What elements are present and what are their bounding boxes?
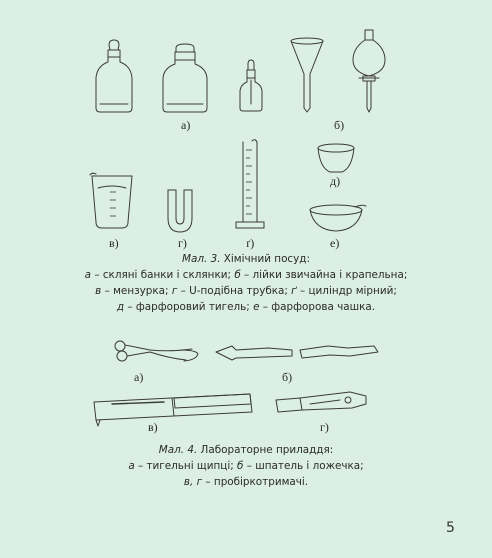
fig4-caption <box>40 442 452 490</box>
fig3-caption <box>40 251 452 315</box>
beaker-icon <box>90 173 132 228</box>
test-tube-holder-clamp-icon <box>276 392 366 412</box>
fig4-label-v: в) <box>148 420 158 434</box>
fig3-caption-line3: д – фарфоровий тигель; е – фарфорова чашка. <box>116 301 376 313</box>
fig3-label-v: в) <box>109 236 119 250</box>
fig3-label-g: г) <box>178 236 187 250</box>
dropper-bottle-icon <box>240 60 262 111</box>
tongs-icon <box>115 341 198 361</box>
fig3-label-gg: ґ) <box>246 236 255 250</box>
fig4-caption-title: Мал. 4. Лабораторне приладдя: <box>158 444 334 456</box>
porcelain-dish-icon <box>310 205 366 231</box>
page-number: 5 <box>446 520 455 536</box>
dropping-funnel-icon <box>353 30 385 112</box>
glass-jar-large-icon <box>96 40 132 112</box>
fig4-label-b: б) <box>282 370 293 384</box>
fig4-caption-line1: а – тигельні щипці; б – шпатель і ложечка; <box>128 460 364 472</box>
fig3-caption-line2: в – мензурка; г – U-подібна трубка; ґ – циліндр мірний; <box>95 285 397 297</box>
fig3-label-a: а) <box>181 118 191 132</box>
funnel-icon <box>291 38 323 112</box>
fig4-caption-line2: в, г – пробіркотримачі. <box>183 476 309 488</box>
fig3-caption-title: Мал. 3. Хімічний посуд: <box>182 253 310 265</box>
measuring-cylinder-icon <box>236 140 264 228</box>
fig3-caption-line1: а – скляні банки і склянки; б – лійки звичайна і крапельна; <box>84 269 408 281</box>
fig3-label-d: д) <box>330 174 341 188</box>
fig3-label-b: б) <box>334 118 345 132</box>
glass-jar-wide-icon <box>163 44 207 112</box>
spatula-icon <box>216 346 378 360</box>
fig4-label-g: г) <box>320 420 329 434</box>
u-tube-icon <box>168 190 192 232</box>
fig4-label-a: а) <box>134 370 144 384</box>
crucible-icon <box>318 144 354 172</box>
fig3-label-e: е) <box>330 236 340 250</box>
test-tube-holder-wooden-icon <box>94 394 252 426</box>
